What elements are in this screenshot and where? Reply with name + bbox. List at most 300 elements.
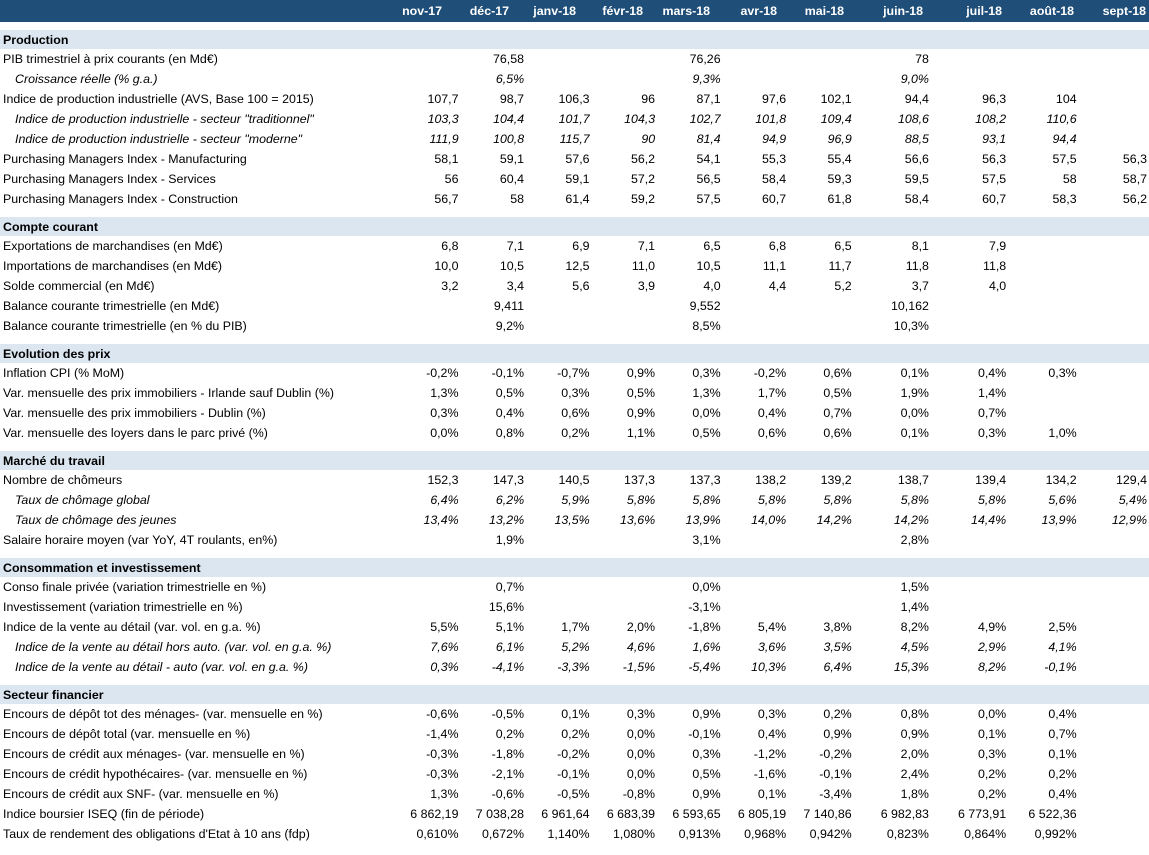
- value-cell: 5,6%: [1048, 493, 1077, 507]
- value-cell: 0,9%: [692, 707, 721, 721]
- table-row: [0, 824, 1149, 844]
- value-cell: 57,5: [1052, 152, 1077, 166]
- row-label: Var. mensuelle des prix immobiliers - Dublin (%): [3, 406, 266, 420]
- value-cell: 0,672%: [481, 827, 524, 841]
- value-cell: 2,8%: [900, 533, 929, 547]
- value-cell: 1,4%: [900, 600, 929, 614]
- value-cell: 6,4%: [823, 660, 852, 674]
- value-cell: 0,0%: [626, 767, 656, 781]
- value-cell: 109,4: [820, 112, 852, 126]
- value-cell: 0,3%: [561, 386, 590, 400]
- value-cell: 97,6: [762, 92, 787, 106]
- value-cell: 129,4: [1116, 473, 1148, 487]
- value-cell: 15,3%: [893, 660, 929, 674]
- value-cell: 3,1%: [692, 533, 721, 547]
- value-cell: -0,2%: [753, 366, 787, 380]
- value-cell: 96,3: [982, 92, 1007, 106]
- value-cell: 13,9%: [685, 513, 721, 527]
- value-cell: 60,7: [982, 192, 1007, 206]
- value-cell: 0,1%: [977, 727, 1007, 741]
- table-row: [0, 784, 1149, 804]
- table-row: [0, 189, 1149, 209]
- value-cell: -0,3%: [426, 767, 459, 781]
- value-cell: 137,3: [624, 473, 656, 487]
- value-cell: 0,0%: [692, 406, 721, 420]
- value-cell: 0,3%: [692, 366, 721, 380]
- value-cell: 6 805,19: [737, 807, 787, 821]
- value-cell: 0,913%: [678, 827, 721, 841]
- row-label: Salaire horaire moyen (var YoY, 4T roulants, en%): [3, 533, 278, 547]
- value-cell: 5,5%: [430, 620, 459, 634]
- value-cell: 1,140%: [547, 827, 590, 841]
- value-cell: 0,1%: [900, 426, 929, 440]
- value-cell: 54,1: [696, 152, 721, 166]
- row-label: Indice de la vente au détail - auto (var. vol. en g.a. %): [15, 660, 308, 674]
- value-cell: 0,992%: [1034, 827, 1077, 841]
- value-cell: 1,7%: [757, 386, 787, 400]
- section-title: Production: [3, 32, 69, 47]
- value-cell: 0,9%: [626, 366, 656, 380]
- value-cell: 5,8%: [692, 493, 721, 507]
- value-cell: -1,4%: [426, 727, 459, 741]
- value-cell: 0,3%: [1048, 366, 1077, 380]
- table-row: [0, 149, 1149, 169]
- table-row: [0, 236, 1149, 256]
- value-cell: 139,2: [820, 473, 852, 487]
- value-cell: 14,2%: [816, 513, 852, 527]
- value-cell: 57,6: [565, 152, 590, 166]
- table-row: [0, 577, 1149, 597]
- value-cell: -1,6%: [753, 767, 787, 781]
- value-cell: 56,7: [434, 192, 459, 206]
- value-cell: 0,968%: [744, 827, 787, 841]
- value-cell: 5,4%: [757, 620, 787, 634]
- value-cell: 140,5: [558, 473, 590, 487]
- value-cell: 0,7%: [1048, 727, 1077, 741]
- value-cell: 2,9%: [977, 640, 1007, 654]
- row-label: Importations de marchandises (en Md€): [3, 259, 223, 273]
- value-cell: 5,8%: [977, 493, 1007, 507]
- value-cell: -0,2%: [426, 366, 459, 380]
- value-cell: 0,1%: [561, 707, 590, 721]
- value-cell: 13,9%: [1041, 513, 1077, 527]
- row-label: Indice de production industrielle - secteur "moderne": [15, 132, 303, 146]
- value-cell: 0,5%: [626, 386, 656, 400]
- value-cell: -0,1%: [491, 366, 524, 380]
- month-header-cell: mai-18: [804, 4, 844, 18]
- value-cell: 0,0%: [430, 426, 459, 440]
- table-row: [0, 804, 1149, 824]
- row-label: Indice boursier ISEQ (fin de période): [3, 807, 205, 821]
- value-cell: 106,3: [558, 92, 590, 106]
- table-row: [0, 597, 1149, 617]
- value-cell: 7,6%: [430, 640, 459, 654]
- value-cell: 139,4: [975, 473, 1007, 487]
- value-cell: 104,3: [624, 112, 656, 126]
- value-cell: 0,7%: [823, 406, 852, 420]
- section-title: Compte courant: [3, 219, 98, 234]
- value-cell: 58,1: [434, 152, 459, 166]
- value-cell: 101,7: [558, 112, 590, 126]
- value-cell: 10,5: [696, 259, 721, 273]
- value-cell: 10,3%: [893, 319, 929, 333]
- value-cell: 1,5%: [900, 580, 929, 594]
- row-label: Purchasing Managers Index - Services: [3, 172, 216, 186]
- value-cell: 0,9%: [823, 727, 852, 741]
- value-cell: 5,1%: [495, 620, 524, 634]
- value-cell: 103,3: [427, 112, 459, 126]
- value-cell: 0,3%: [977, 747, 1007, 761]
- value-cell: -1,8%: [491, 747, 524, 761]
- value-cell: 94,9: [762, 132, 787, 146]
- value-cell: 58: [1062, 172, 1077, 186]
- section-header-row: [0, 451, 1149, 470]
- section-header-row: [0, 558, 1149, 577]
- value-cell: 0,864%: [964, 827, 1007, 841]
- value-cell: 96,9: [827, 132, 852, 146]
- value-cell: 6 862,19: [410, 807, 459, 821]
- value-cell: 93,1: [982, 132, 1007, 146]
- month-header-cell: juin-18: [883, 4, 923, 18]
- value-cell: 0,5%: [823, 386, 852, 400]
- table-row: [0, 423, 1149, 443]
- value-cell: -0,1%: [557, 767, 590, 781]
- value-cell: -0,7%: [557, 366, 590, 380]
- value-cell: 94,4: [904, 92, 929, 106]
- value-cell: 15,6%: [488, 600, 524, 614]
- value-cell: -0,1%: [1044, 660, 1077, 674]
- value-cell: 7,1: [637, 239, 656, 253]
- value-cell: 5,4%: [1118, 493, 1147, 507]
- value-cell: 96: [641, 92, 656, 106]
- value-cell: 0,0%: [626, 727, 656, 741]
- month-header-cell: déc-17: [469, 4, 509, 18]
- value-cell: 0,5%: [692, 767, 721, 781]
- value-cell: 3,8%: [823, 620, 852, 634]
- value-cell: -1,2%: [753, 747, 787, 761]
- value-cell: 5,2%: [561, 640, 590, 654]
- value-cell: 3,6%: [757, 640, 787, 654]
- value-cell: 0,4%: [757, 406, 787, 420]
- value-cell: 0,3%: [757, 707, 787, 721]
- value-cell: 0,5%: [692, 426, 721, 440]
- section-title: Secteur financier: [3, 687, 104, 702]
- value-cell: -0,5%: [557, 787, 590, 801]
- value-cell: 5,8%: [823, 493, 852, 507]
- value-cell: -5,4%: [688, 660, 721, 674]
- month-header-cell: mars-18: [662, 4, 710, 18]
- row-label: Indice de la vente au détail hors auto. (var. vol. en g.a. %): [15, 640, 332, 654]
- value-cell: 8,2%: [900, 620, 929, 634]
- value-cell: 6,9: [572, 239, 590, 253]
- value-cell: 147,3: [492, 473, 524, 487]
- value-cell: 0,3%: [692, 747, 721, 761]
- value-cell: 0,3%: [430, 406, 459, 420]
- table-row: [0, 89, 1149, 109]
- value-cell: 60,4: [499, 172, 524, 186]
- value-cell: -3,4%: [819, 787, 852, 801]
- value-cell: 11,1: [762, 259, 787, 273]
- section-header-row: [0, 30, 1149, 49]
- value-cell: 1,6%: [692, 640, 721, 654]
- value-cell: 0,4%: [1048, 787, 1077, 801]
- row-label: Nombre de chômeurs: [3, 473, 123, 487]
- value-cell: 0,2%: [561, 727, 590, 741]
- value-cell: 5,6: [572, 279, 590, 293]
- row-label: Conso finale privée (variation trimestrielle en %): [3, 580, 267, 594]
- row-label: Purchasing Managers Index - Construction: [3, 192, 238, 206]
- value-cell: 0,2%: [977, 787, 1007, 801]
- table-row: [0, 704, 1149, 724]
- value-cell: 56,5: [696, 172, 721, 186]
- row-label: Balance courante trimestrielle (en % du PIB): [3, 319, 247, 333]
- value-cell: 6,5: [834, 239, 852, 253]
- section-title: Consommation et investissement: [3, 560, 201, 575]
- table-row: [0, 530, 1149, 550]
- value-cell: -0,6%: [426, 707, 459, 721]
- table-row: [0, 129, 1149, 149]
- month-header-cell: août-18: [1029, 4, 1074, 18]
- table-row: [0, 510, 1149, 530]
- value-cell: 59,5: [904, 172, 929, 186]
- value-cell: 13,4%: [423, 513, 459, 527]
- value-cell: 59,1: [499, 152, 524, 166]
- value-cell: 0,0%: [977, 707, 1007, 721]
- row-label: Encours de dépôt tot des ménages- (var. mensuelle en %): [3, 707, 323, 721]
- value-cell: 55,3: [762, 152, 787, 166]
- value-cell: 98,7: [499, 92, 524, 106]
- value-cell: 0,3%: [626, 707, 656, 721]
- value-cell: 5,2: [834, 279, 852, 293]
- value-cell: 76,26: [689, 52, 721, 66]
- value-cell: 1,3%: [692, 386, 721, 400]
- value-cell: 2,0%: [900, 747, 929, 761]
- value-cell: 10,3%: [751, 660, 787, 674]
- value-cell: -0,1%: [688, 727, 721, 741]
- value-cell: 7,9: [988, 239, 1007, 253]
- value-cell: 0,0%: [900, 406, 929, 420]
- value-cell: 2,0%: [626, 620, 656, 634]
- value-cell: 59,3: [827, 172, 852, 186]
- value-cell: 0,1%: [900, 366, 929, 380]
- value-cell: 6,1%: [495, 640, 525, 654]
- value-cell: 1,8%: [900, 787, 929, 801]
- value-cell: 55,4: [827, 152, 852, 166]
- value-cell: 0,6%: [757, 426, 787, 440]
- value-cell: 0,4%: [495, 406, 524, 420]
- table-row: [0, 470, 1149, 490]
- value-cell: 56,2: [1122, 192, 1148, 206]
- value-cell: 0,942%: [809, 827, 852, 841]
- value-cell: 13,2%: [489, 513, 525, 527]
- table-row: [0, 744, 1149, 764]
- value-cell: 90: [641, 132, 656, 146]
- value-cell: 4,4: [768, 279, 787, 293]
- value-cell: 94,4: [1052, 132, 1077, 146]
- value-cell: -2,1%: [491, 767, 524, 781]
- value-cell: 108,6: [897, 112, 929, 126]
- value-cell: 101,8: [755, 112, 787, 126]
- value-cell: 0,2%: [495, 727, 524, 741]
- value-cell: 1,080%: [613, 827, 656, 841]
- value-cell: 4,0: [988, 279, 1007, 293]
- row-label: Var. mensuelle des loyers dans le parc privé (%): [3, 426, 268, 440]
- value-cell: 11,8: [905, 259, 929, 273]
- month-header-cell: juil-18: [966, 4, 1002, 18]
- value-cell: 6,2%: [495, 493, 525, 507]
- value-cell: 6 522,36: [1028, 807, 1077, 821]
- value-cell: 13,5%: [554, 513, 590, 527]
- value-cell: 9,411: [493, 299, 524, 313]
- row-label: Encours de crédit aux SNF- (var. mensuelle en %): [3, 787, 279, 801]
- value-cell: 0,1%: [1048, 747, 1077, 761]
- table-row: [0, 276, 1149, 296]
- value-cell: 3,7: [911, 279, 929, 293]
- value-cell: 14,2%: [893, 513, 929, 527]
- value-cell: 0,0%: [692, 580, 721, 594]
- value-cell: 11,8: [982, 259, 1007, 273]
- value-cell: 5,8%: [757, 493, 787, 507]
- section-title: Evolution des prix: [3, 346, 111, 361]
- value-cell: 152,3: [427, 473, 459, 487]
- value-cell: 61,8: [827, 192, 852, 206]
- value-cell: 4,0: [703, 279, 721, 293]
- row-label: Purchasing Managers Index - Manufacturing: [3, 152, 247, 166]
- value-cell: -1,8%: [688, 620, 721, 634]
- value-cell: 9,0%: [900, 72, 929, 86]
- value-cell: 115,7: [559, 132, 590, 146]
- value-cell: 134,2: [1045, 473, 1077, 487]
- value-cell: 1,9%: [900, 386, 929, 400]
- value-cell: 0,2%: [561, 426, 590, 440]
- row-label: Taux de chômage global: [15, 493, 150, 507]
- month-header-cell: févr-18: [602, 4, 643, 18]
- value-cell: -1,5%: [622, 660, 656, 674]
- value-cell: 0,6%: [823, 426, 852, 440]
- value-cell: 88,5: [904, 132, 929, 146]
- value-cell: 1,3%: [430, 787, 459, 801]
- value-cell: 7,1: [506, 239, 524, 253]
- value-cell: 12,5: [565, 259, 590, 273]
- value-cell: -0,1%: [819, 767, 852, 781]
- value-cell: 138,7: [897, 473, 929, 487]
- value-cell: 137,3: [689, 473, 721, 487]
- value-cell: -0,2%: [557, 747, 590, 761]
- value-cell: 78: [915, 52, 929, 66]
- table-row: [0, 490, 1149, 510]
- value-cell: 11,7: [828, 259, 852, 273]
- row-label: Var. mensuelle des prix immobiliers - Irlande sauf Dublin (%): [3, 386, 335, 400]
- value-cell: 56,3: [1122, 152, 1148, 166]
- value-cell: 0,6%: [823, 366, 852, 380]
- table-row: [0, 764, 1149, 784]
- value-cell: 4,5%: [900, 640, 929, 654]
- table-row: [0, 657, 1149, 677]
- value-cell: 57,5: [696, 192, 721, 206]
- value-cell: 81,4: [696, 132, 721, 146]
- value-cell: 10,5: [499, 259, 524, 273]
- value-cell: 6,8: [441, 239, 459, 253]
- value-cell: 8,5%: [692, 319, 721, 333]
- section-header-row: [0, 217, 1149, 236]
- month-header-row: [0, 0, 1149, 22]
- section-header-row: [0, 344, 1149, 363]
- value-cell: 87,1: [696, 92, 721, 106]
- value-cell: 12,9%: [1111, 513, 1147, 527]
- value-cell: 7 140,86: [803, 807, 852, 821]
- value-cell: 56,2: [630, 152, 656, 166]
- value-cell: 60,7: [762, 192, 787, 206]
- value-cell: 11,0: [631, 259, 656, 273]
- value-cell: 3,4: [506, 279, 524, 293]
- row-label: Taux de rendement des obligations d'Etat à 10 ans (fdp): [3, 827, 310, 841]
- row-label: Encours de dépôt total (var. mensuelle en %): [3, 727, 251, 741]
- value-cell: 102,1: [820, 92, 852, 106]
- value-cell: 0,823%: [886, 827, 929, 841]
- value-cell: 2,5%: [1048, 620, 1077, 634]
- value-cell: 110,6: [1046, 112, 1077, 126]
- value-cell: 56,6: [904, 152, 929, 166]
- table-row: [0, 109, 1149, 129]
- value-cell: 1,0%: [1048, 426, 1077, 440]
- value-cell: 1,1%: [626, 426, 656, 440]
- row-label: Inflation CPI (% MoM): [3, 366, 125, 380]
- value-cell: 57,2: [630, 172, 656, 186]
- month-header-cell: nov-17: [402, 4, 442, 18]
- value-cell: 0,3%: [977, 426, 1007, 440]
- row-label: Indice de production industrielle - secteur "traditionnel": [15, 112, 314, 126]
- row-label: Croissance réelle (% g.a.): [15, 72, 158, 86]
- value-cell: 58,7: [1122, 172, 1148, 186]
- value-cell: 6,8: [768, 239, 787, 253]
- value-cell: 2,4%: [900, 767, 929, 781]
- month-header-cell: sept-18: [1102, 4, 1146, 18]
- value-cell: 6 961,64: [541, 807, 590, 821]
- value-cell: 0,4%: [1048, 707, 1077, 721]
- value-cell: 0,0%: [626, 747, 656, 761]
- section-header-row: [0, 685, 1149, 704]
- value-cell: 0,8%: [495, 426, 524, 440]
- value-cell: 56,3: [982, 152, 1007, 166]
- table-row: [0, 617, 1149, 637]
- value-cell: -0,3%: [426, 747, 459, 761]
- value-cell: 6,4%: [430, 493, 459, 507]
- value-cell: 8,2%: [977, 660, 1007, 674]
- month-header-cell: avr-18: [740, 4, 777, 18]
- value-cell: 14,4%: [971, 513, 1007, 527]
- table-row: [0, 363, 1149, 383]
- value-cell: 6 593,65: [672, 807, 721, 821]
- row-label: Balance courante trimestrielle (en Md€): [3, 299, 220, 313]
- value-cell: -4,1%: [491, 660, 525, 674]
- row-label: Solde commercial (en Md€): [3, 279, 155, 293]
- value-cell: 58,4: [904, 192, 929, 206]
- value-cell: 1,9%: [495, 533, 524, 547]
- value-cell: 0,7%: [495, 580, 524, 594]
- row-label: Investissement (variation trimestrielle en %): [3, 600, 243, 614]
- table-row: [0, 49, 1149, 69]
- value-cell: -0,6%: [491, 787, 524, 801]
- row-label: Taux de chômage des jeunes: [15, 513, 177, 527]
- value-cell: 0,4%: [977, 366, 1007, 380]
- value-cell: 58,4: [762, 172, 787, 186]
- row-label: PIB trimestriel à prix courants (en Md€): [3, 52, 218, 66]
- value-cell: -0,8%: [622, 787, 656, 801]
- row-label: Indice de production industrielle (AVS, Base 100 = 2015): [3, 92, 314, 106]
- value-cell: 76,58: [492, 52, 524, 66]
- value-cell: 0,2%: [1048, 767, 1077, 781]
- value-cell: 6 683,39: [606, 807, 656, 821]
